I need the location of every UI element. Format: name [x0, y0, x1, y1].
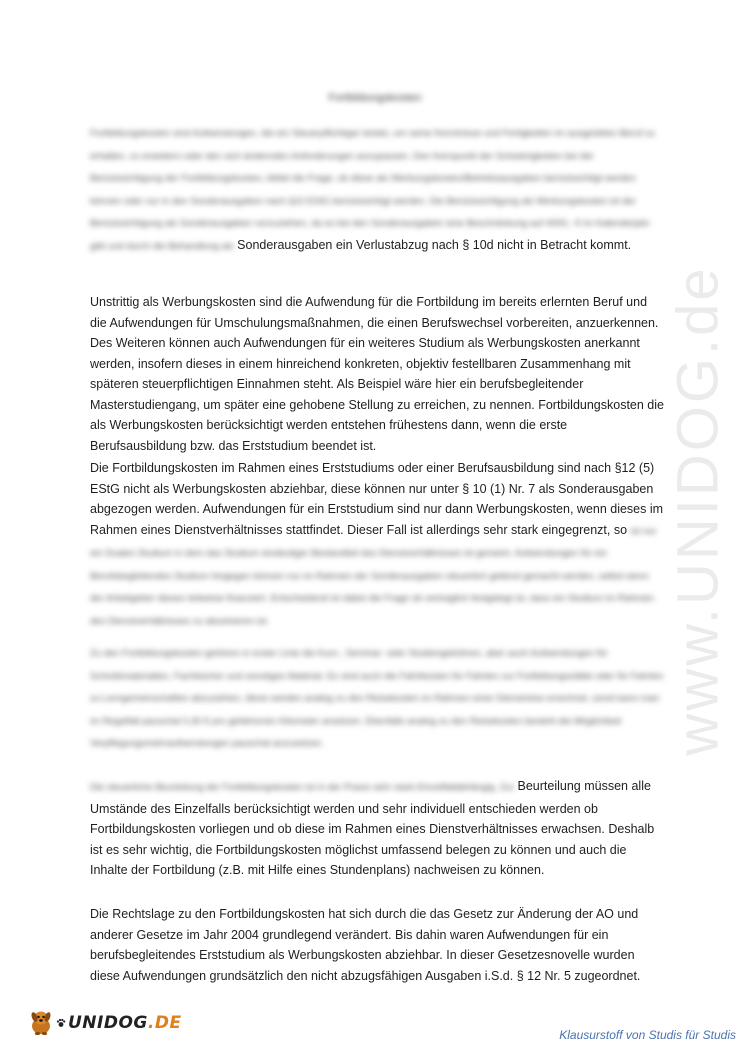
paragraph-3 — [90, 458, 665, 632]
visible-text: Beurteilung müssen alle Umstände des Einzelfalls berücksichtigt werden und sehr individuell entschieden werden ob Fortbildungskosten vorliegen und ob diese im Rahmen eines Dienstverhältnisses erwachsen. Deshalb ist es sehr wichtig, die Fortbildungskosten möglichst umfassend belegen zu können und auch die Inhalte der Fortbildung (z.B. mit Hilfe eines Stundenplans) nachweisen zu können. — [90, 779, 655, 877]
document-title: Fortbildungskosten — [328, 92, 422, 104]
paw-icon — [56, 1018, 66, 1028]
blurred-text: Die steuerliche Beurteilung der Fortbildungskosten ist in der Praxis sehr stark Einzelfallabhängig. Zur — [90, 782, 515, 793]
visible-text: Unstrittig als Werbungskosten sind die Aufwendung für die Fortbildung im bereits erlernten Beruf und die Aufwendungen für Umschulungsmaßnahmen, die einen Berufswechsel vorbereiten, anzuerkennen. Des Weiteren können auch Aufwendungen für ein weiteres Studium als Werbungskosten anerkannt werden, insofern dieses in einem hinreichend konkreten, objektiv festellbaren Zusammenhang mit späteren steuerpflichtigen Einnahmen steht. Als Beispiel wäre hier ein berufsbegleitender Masterstudiengang, um später eine gehobene Stellung zu erreichen, zu nennen. Fortbildungskosten die als Werbungskosten berücksichtigt werden entstehen frühestens dann, wenn die erste Berufsausbildung bzw. das Erststudium beendet ist. — [90, 295, 664, 453]
visible-text: Die Fortbildungskosten im Rahmen eines Erststudiums oder einer Berufsausbildung sind nach §12 (5) EStG nicht als Werbungskosten abziehbar, diese können nur unter § 10 (1) Nr. 7 als Sonderausgaben abgezogen werden. Aufwendungen für ein Erststudium sind nur dann Werbungskosten, wenn dieses im Rahmen eines Dienstverhältnisses stattfindet. Dieser Fall ist allerdings sehr stark eingegrenzt, so — [90, 461, 664, 537]
blurred-text: Fortbildungskosten sind Aufwendungen, die ein Steuerpflichtiger leistet, um seine Kenntnisse und Fertigkeiten im ausgeübten Beruf zu erhalten, zu erweitern oder den sich ändernden Anforderungen anzupassen. Den Kernpunkt der Schwierigkeiten bei der Berücksichtigung der Fortbildungskosten, bildet die Frage, ob diese als Werbungskosten/Betriebsausgaben berücksichtigt werden können oder nur in den Sonderausgaben nach §10 EStG berücksichtigt werden. Die Berücksichtigung als Werbungskosten ist der Berücksichtigung als Sonderausgaben vorzuziehen, da es bei den Sonderausgaben eine Beschränkung auf 4000,- € im Kalenderjahr gibt und durch die Behandlung als — [90, 128, 656, 252]
paragraph-5 — [90, 776, 665, 881]
logo-suffix: .DE — [147, 1013, 182, 1033]
paragraph-2 — [90, 292, 665, 456]
blurred-text: ist nur ein Duales Studium in dem das Studium eindeutiger Bestandteil des Dienstverhältnisses ist gemeint. Aufwendungen für ein Berufsbegleitendes Studium hingegen können nur im Rahmen der Sonderausgaben steuerlich geltend gemacht werden, selbst wenn der Arbeitgeber dieses teilweise finanziert. Entscheidend ist dabei die Frage ob vertraglich festgelegt ist, dass ein Studium im Rahmen des Dienstverhältnisses zu absolvieren ist. — [90, 525, 657, 627]
watermark-text: www.UNIDOG.de — [665, 264, 731, 756]
paragraph-6 — [90, 904, 665, 986]
logo-wordmark — [68, 1013, 182, 1033]
unidog-logo[interactable] — [26, 1008, 182, 1038]
visible-text: Sonderausgaben ein Verlustabzug nach § 10d nicht in Betracht kommt. — [237, 237, 632, 252]
footer-tagline: Klausurstoff von Studis für Studis — [559, 1028, 736, 1042]
paragraph-4 — [90, 642, 665, 755]
dog-mascot-icon — [26, 1008, 56, 1038]
logo-name: UNIDOG — [68, 1013, 148, 1033]
blurred-text: Zu den Fortbildungskosten gehören in erster Linie die Kurs-, Seminar- oder Studiengebühren, aber auch Aufwendungen für Schreibmaterialien, Fachbücher und sonstiges Material. Es sind auch die Fahrtkosten für Fahrten zur Fortbildungsstätte oder für Fahrten zu Lerngemeinschaften abzuziehen, diese werden analog zu den Reisekosten im Rahmen einer Dienstreise errechnet, somit kann man im Regelfall pauschal 0,30 € pro gefahrenen Kilometer ansetzen. Ebenfalls analog zu den Reisekosten besteht die Möglichkeit Verpflegungsmehraufwendungen pauschal anzusetzen. — [90, 648, 664, 749]
paragraph-1 — [90, 122, 665, 257]
visible-text: Die Rechtslage zu den Fortbildungskosten hat sich durch die das Gesetz zur Änderung der AO und anderer Gesetze im Jahr 2004 grundlegend verändert. Bis dahin waren Aufwendungen für ein berufsbegleitendes Erststudium als Werbungskosten abziehbar. In dieser Gesetzesnovelle wurden diese Aufwendungen grundsätzlich den nicht abzugsfähigen Ausgaben i.S.d. § 12 Nr. 5 zugeordnet. — [90, 907, 641, 983]
